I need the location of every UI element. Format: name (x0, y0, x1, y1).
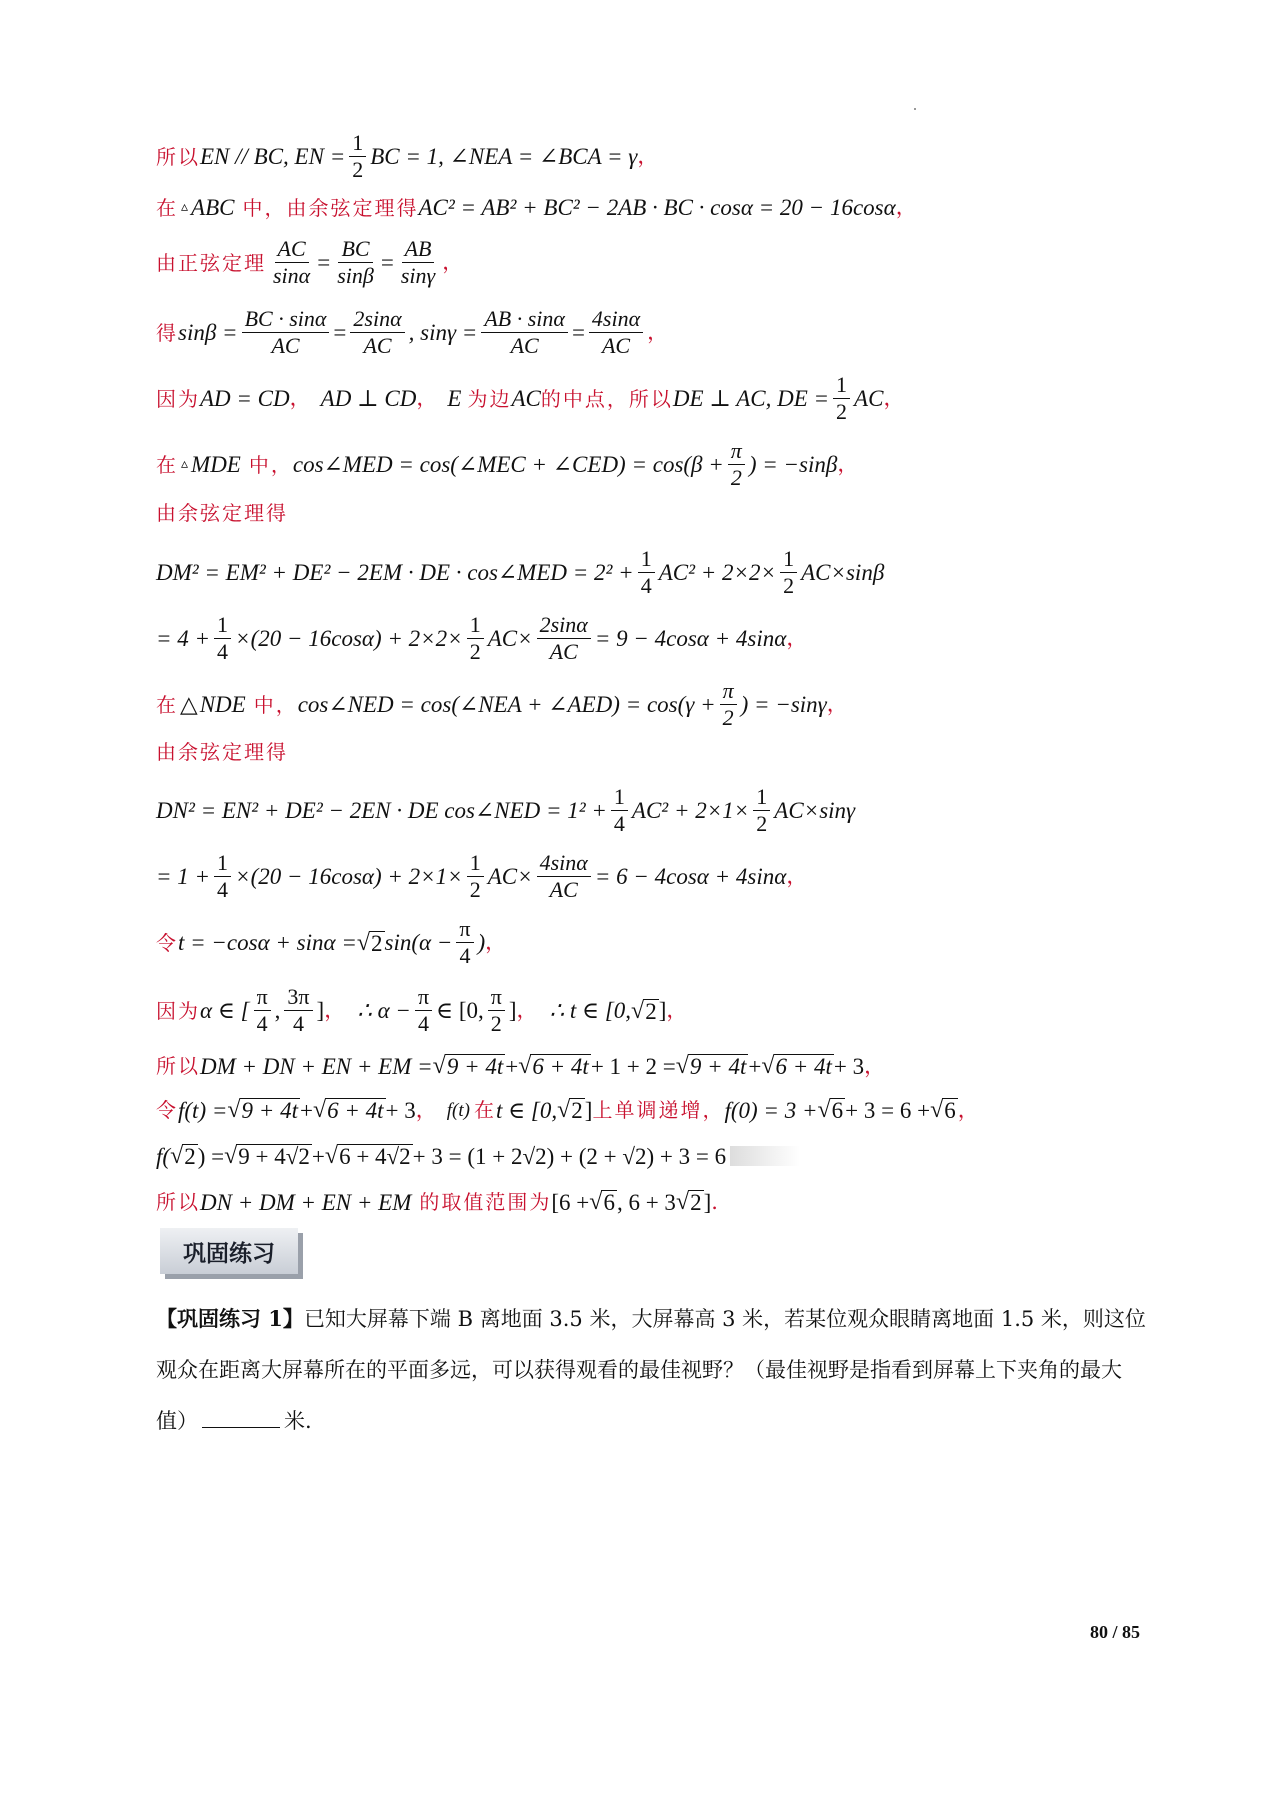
solution-line-10: 在 △ NDE 中， cos∠NED = cos(∠NEA + ∠AED) = cos(γ + $\frac{\pi}{2}$ ) = −sinγ ， (156, 678, 848, 730)
solution-line-1: 所以 EN // BC, EN = $\frac{1}{2}$ BC = 1, ∠NEA = ∠BCA = γ ， (156, 130, 659, 182)
solution-line-12: DN² = EN² + DE² − 2EN · DE cos∠NED = 1² + $\frac{1}{4}$ AC² + 2×1× $\frac{1}{2}$ AC×sinγ (156, 784, 856, 836)
solution-line-6: 在 ▵ MDE 中， cos∠MED = cos(∠MEC + ∠CED) = cos(β + $\frac{\pi}{2}$ ) = −sinβ ， (156, 438, 859, 490)
exercise-text: 已知大屏幕下端 B 离地面 3.5 米，大屏幕高 3 米，若某位观众眼睛离地面 1.5 米，则这位观众在距离大屏幕所在的平面多远，可以获得观看的最佳视野？（最佳视野是指看到屏幕上下夹角的最大值） (156, 1307, 1146, 1433)
page-number: 80 / 85 (1089, 1622, 1140, 1642)
solution-line-9: = 4 + $\frac{1}{4}$ ×(20 − 16cosα) + 2×2× $\frac{1}{2}$ AC× $\frac{2\sin\alpha}{AC}$ = 9 − 4cosα + 4sinα ， (156, 612, 808, 664)
solution-line-17: 令 f(t) = √ 9 + 4t + √ 6 + 4t + 3 ， f(t) 在 t ∈ [0, √ 2 ] 上单调递增， f(0) = 3 + √ 6 + 3 = 6 + √ 6 ， (156, 1097, 979, 1123)
triangle-symbol: △ (180, 692, 198, 717)
exercise-unit: 米. (284, 1409, 312, 1433)
solution-line-15: 因为 α ∈ [ $\frac{\pi}{4}$ , $\frac{3\pi}{4}$ ] ， ∴ α − $\frac{\pi}{4}$ ∈ [0, $\frac{\pi}{2}$ ] ， ∴ t ∈ [0, √ 2 ] ， (156, 984, 688, 1036)
speck (914, 108, 916, 110)
solution-line-11: 由余弦定理得 (156, 740, 288, 764)
exercise-label: 【巩固练习 1】 (156, 1306, 304, 1331)
solution-line-5: 因为 AD = CD ， AD ⊥ CD ， E 为边 AC 的中点，所以 DE ⊥ AC, DE = $\frac{1}{2}$ AC ， (156, 372, 905, 424)
fraction: $\frac{1}{2}$ (349, 132, 366, 181)
sqrt-symbol: √ (631, 997, 645, 1024)
triangle-symbol: ▵ (181, 199, 189, 215)
answer-blank[interactable] (202, 1409, 280, 1428)
section-badge: 巩固练习 (160, 1228, 298, 1274)
solution-line-13: = 1 + $\frac{1}{4}$ ×(20 − 16cosα) + 2×1× $\frac{1}{2}$ AC× $\frac{4\sin\alpha}{AC}$ = 6 − 4cosα + 4sinα ， (156, 850, 808, 902)
solution-line-18: f( √ 2 ) = √ 9 + 4√2 + √ 6 + 4√2 + 3 = (1 + 2√2) + (2 + √2) + 3 = 6 (156, 1144, 800, 1168)
solution-line-14: 令 t = −cosα + sinα = √ 2 sin(α − $\frac{\pi}{4}$ ) ， (156, 916, 507, 968)
solution-line-8: DM² = EM² + DE² − 2EM · DE · cos∠MED = 2² + $\frac{1}{4}$ AC² + 2×2× $\frac{1}{2}$ AC×sinβ (156, 546, 885, 598)
solution-line-2: 在 ▵ ABC 中，由余弦定理得 AC² = AB² + BC² − 2AB · BC · cosα = 20 − 16cosα ， (156, 195, 917, 220)
solution-line-7: 由余弦定理得 (156, 501, 288, 525)
exercise-paragraph (156, 1293, 1146, 1447)
faded-region (730, 1146, 800, 1166)
solution-line-16: 所以 DM + DN + EN + EM = √ 9 + 4t + √ 6 + 4t + 1 + 2 = √ 9 + 4t + √ 6 + 4t + 3 ， (156, 1053, 886, 1079)
solution-line-4: 得 sinβ = $\frac{BC \cdot \sin\alpha}{AC}$ = $\frac{2\sin\alpha}{AC}$ , sinγ = $\frac{AB \cdot \sin\alpha}{AC}$ = $\frac{4\sin\alpha}{AC}$ ， (156, 306, 669, 358)
triangle-symbol: ▵ (181, 456, 189, 472)
sqrt-symbol: √ (356, 929, 371, 956)
solution-line-19: 所以 DN + DM + EN + EM 的取值范围为 [6 + √ 6 , 6 + 3 √ 2 ] . (156, 1189, 718, 1215)
solution-line-3: 由正弦定理 $\frac{AC}{\sin\alpha}$ = $\frac{BC}{\sin\beta}$ = $\frac{AB}{\sin\gamma}$ ， (156, 236, 464, 288)
